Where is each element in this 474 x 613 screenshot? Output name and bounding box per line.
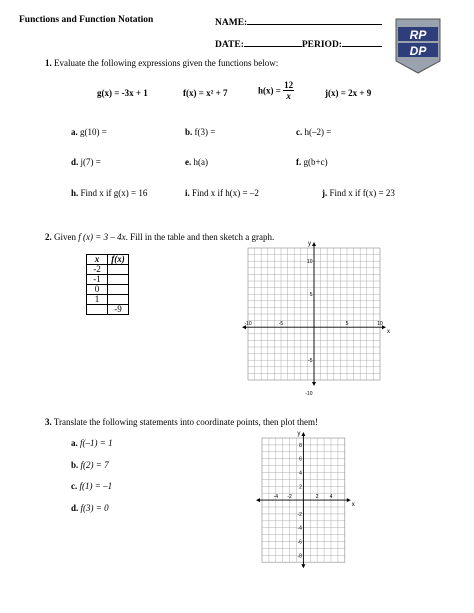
table-cell[interactable]	[87, 305, 108, 315]
function-h-numerator: 12	[284, 80, 294, 90]
period-label: PERIOD:	[301, 40, 342, 50]
q1-item-a	[71, 127, 107, 137]
q3-prompt	[45, 417, 318, 427]
item-text: g(b+c)	[303, 157, 328, 167]
q1-item-i	[185, 188, 259, 198]
item-letter: f.	[296, 157, 302, 167]
coordinate-grid-q2[interactable]	[238, 240, 390, 398]
item-letter: a.	[71, 127, 78, 137]
x-tick-label: 10	[377, 321, 383, 328]
x-tick-label: -2	[287, 494, 292, 501]
q3-item-d	[71, 503, 109, 513]
item-letter: b.	[185, 127, 193, 137]
q1-item-f	[296, 157, 328, 167]
date-label: DATE:	[215, 40, 244, 50]
y-axis-label: y	[308, 241, 311, 247]
y-tick-label: -10	[305, 391, 313, 398]
y-tick-label: 6	[299, 456, 302, 463]
item-letter: d.	[71, 503, 79, 513]
y-tick-label: 10	[306, 259, 313, 266]
logo	[394, 17, 442, 75]
table-row	[87, 265, 129, 275]
item-letter: d.	[71, 157, 79, 167]
q2-number: 2.	[45, 232, 52, 242]
y-tick-label: -5	[308, 358, 313, 365]
table-cell[interactable]	[108, 285, 129, 295]
item-letter: c.	[71, 481, 78, 491]
y-axis-arrow-down	[312, 382, 316, 386]
table-row	[87, 285, 129, 295]
worksheet-title: Functions and Function Notation	[19, 15, 154, 25]
y-tick-label: 2	[299, 484, 302, 491]
q3-text: Translate the following statements into coordinate points, then plot them!	[53, 417, 318, 427]
y-tick-label: -2	[297, 511, 302, 518]
date-field[interactable]	[215, 37, 382, 50]
table-header-x: x	[87, 255, 108, 265]
x-tick-label: -4	[273, 494, 279, 501]
table-cell[interactable]: -1	[87, 275, 108, 285]
item-text: f(3) = 0	[80, 503, 109, 513]
q1-item-c	[296, 127, 331, 137]
table-cell[interactable]: -9	[108, 305, 129, 315]
function-h-lhs: h(x) =	[258, 85, 281, 96]
q1-text: Evaluate the following expressions given the functions below:	[54, 58, 279, 68]
q1-item-j	[322, 188, 395, 198]
table-cell[interactable]: -2	[87, 265, 108, 275]
table-cell[interactable]	[108, 295, 129, 305]
q3-number: 3.	[45, 417, 52, 427]
y-axis-label: y	[297, 431, 301, 437]
q1-item-b	[185, 127, 215, 137]
q2-prompt-post: . Fill in the table and then sketch a graph.	[125, 232, 275, 242]
y-axis-arrow-up	[312, 242, 316, 246]
item-text: Find x if f(x) = 23	[329, 188, 395, 198]
function-g: g(x) = -3x + 1	[97, 88, 148, 98]
x-axis-label: x	[387, 329, 390, 336]
item-text: f(–1) = 1	[80, 438, 113, 448]
item-letter: h.	[71, 188, 79, 198]
x-tick-label: -10	[244, 321, 252, 328]
item-text: f(2) = 7	[80, 460, 109, 470]
function-f: f(x) = x² + 7	[183, 88, 228, 98]
y-tick-label: -4	[297, 525, 302, 532]
table-cell[interactable]	[108, 275, 129, 285]
name-label: NAME:	[215, 18, 248, 28]
item-text: Find x if h(x) = –2	[192, 188, 259, 198]
item-text: j(7) =	[80, 157, 101, 167]
item-letter: e.	[185, 157, 192, 167]
q3-item-c	[71, 481, 112, 491]
table-cell[interactable]: 0	[87, 285, 108, 295]
table-header-fx: f(x)	[108, 255, 129, 265]
function-h-denominator: x	[286, 91, 291, 101]
q1-item-h	[71, 188, 147, 198]
x-tick-label: -5	[278, 321, 284, 328]
y-tick-label: 5	[309, 292, 313, 299]
table-header-row	[87, 255, 129, 265]
x-tick-label: 4	[329, 494, 333, 501]
y-tick-label: -8	[297, 553, 302, 560]
x-axis-arrow-right	[347, 498, 351, 502]
q2-equation: f (x) = 3 – 4x	[78, 232, 126, 242]
table-cell[interactable]	[108, 265, 129, 275]
item-text: h(–2) =	[304, 127, 332, 137]
y-tick-label: -6	[297, 539, 302, 546]
q1-number: 1.	[45, 58, 52, 68]
item-letter: b.	[71, 460, 79, 470]
function-h	[258, 80, 294, 101]
item-text: g(10) =	[80, 127, 107, 137]
item-text: f(1) = –1	[79, 481, 113, 491]
item-letter: c.	[296, 127, 303, 137]
y-tick-label: 8	[299, 442, 302, 449]
table-cell[interactable]: 1	[87, 295, 108, 305]
q1-prompt	[45, 58, 278, 68]
table-row	[87, 305, 129, 315]
y-axis-arrow-up	[301, 432, 305, 436]
svg-text:DP: DP	[409, 44, 427, 58]
q1-item-e	[185, 157, 208, 167]
item-text: f(3) =	[194, 127, 216, 137]
q1-item-d	[71, 157, 101, 167]
item-text: Find x if g(x) = 16	[80, 188, 148, 198]
table-row	[87, 275, 129, 285]
item-letter: j.	[322, 188, 328, 198]
item-letter: a.	[71, 438, 78, 448]
table-row	[87, 295, 129, 305]
item-letter: i.	[185, 188, 190, 198]
x-tick-label: 5	[345, 321, 349, 328]
q3-item-b	[71, 460, 109, 470]
svg-text:RP: RP	[409, 28, 427, 42]
coordinate-grid-q3[interactable]	[252, 430, 392, 566]
q3-item-a	[71, 438, 113, 448]
x-tick-label: 2	[315, 494, 319, 501]
function-j: j(x) = 2x + 9	[325, 88, 372, 98]
x-axis-label: x	[351, 502, 355, 509]
y-tick-label: 4	[299, 470, 302, 477]
item-text: h(a)	[193, 157, 208, 167]
q2-prompt-pre: Given	[54, 232, 76, 242]
name-field[interactable]	[215, 15, 382, 28]
function-table	[86, 254, 129, 315]
y-axis-arrow-down	[301, 564, 305, 568]
x-axis-arrow-left	[256, 498, 260, 502]
